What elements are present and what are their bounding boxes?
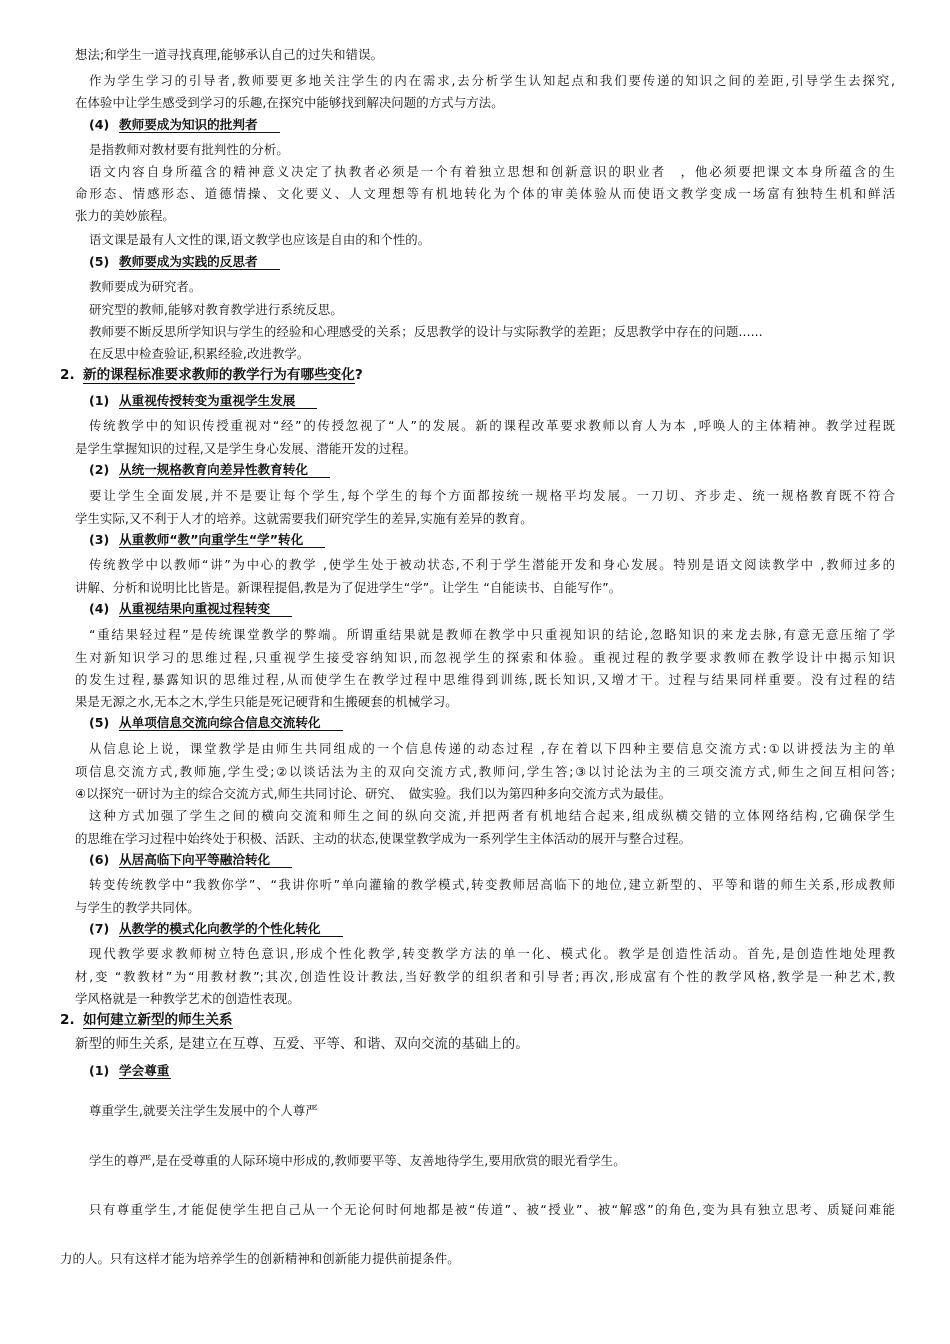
paragraph-line: 研究型的教师,能够对教育教学进行系统反思。: [89, 302, 343, 317]
paragraph-line: 传统教学中的知识传授重视对“经”的传授忽视了“人”的发展。新的课程改革要求教师以育人为本 ,呼唤人的主体精神。教学过程既: [89, 418, 895, 433]
paragraph-line: 力的人。只有这样才能为培养学生的创新精神和创新能力提供前提条件。: [60, 1251, 460, 1266]
subheading-number: (5): [89, 254, 110, 269]
paragraph-line: “重结果轻过程”是传统课堂教学的弊端。所谓重结果就是教师在教学中只重视知识的结论,忽略知识的来龙去脉,有意无意压缩了学: [89, 627, 895, 642]
paragraph-line: 在体验中让学生感受到学习的乐趣,在探究中能够找到解决问题的方式与方法。: [75, 95, 504, 110]
subheading-shift-6: [89, 851, 292, 868]
subheading-number: (4): [89, 601, 110, 616]
subheading-shift-2: [89, 461, 330, 478]
paragraph-line: ④以探究一研讨为主的综合交流方式,师生共同讨论、研究、 做实验。我们以为第四种多向交流方式为最佳。: [75, 786, 672, 801]
subheading-teacher-critic: [89, 116, 280, 133]
paragraph-line: 教师要成为研究者。: [89, 279, 202, 294]
subheading-title: 教师要成为实践的反思者: [119, 254, 280, 270]
paragraph-line: 要让学生全面发展,并不是要让每个学生,每个学生的每个方面都按统一规格平均发展。一刀切、齐步走、统一规格教育既不符合: [89, 488, 895, 503]
paragraph-line: 的发生过程,暴露知识的思维过程,从而使学生在教学过程中思维得到训练,既长知识,又增才干。过程与结果同样重要。没有过程的结: [75, 672, 895, 687]
paragraph-line: 这种方式加强了学生之间的横向交流和师生之间的纵向交流,并把两者有机地结合起来,组成纵横交错的立体网络结构,它确保学生: [89, 808, 895, 823]
paragraph-line: 命形态、情感形态、道德情操、文化要义、人文理想等有机地转化为个体的审美体验从而使语文教学变成一场富有独特生机和鲜活: [75, 186, 895, 201]
paragraph-line: 的思维在学习过程中始终处于积极、活跃、主动的状态,使课堂教学成为一系列学生主体活动的展开与整合过程。: [75, 831, 692, 846]
section-heading-teaching-behavior: [60, 366, 363, 384]
paragraph-line: 从信息论上说，课堂教学是由师生共同组成的一个信息传递的动态过程 ,存在着以下四种主要信息交流方式:①以讲授法为主的单: [89, 741, 895, 756]
paragraph-line: 学生实际,又不利于人才的培养。这就需要我们研究学生的差异,实施有差异的教育。: [75, 511, 533, 526]
paragraph-line: 张力的美妙旅程。: [75, 208, 175, 223]
subheading-title: 从居高临下向平等融洽转化: [119, 852, 292, 868]
paragraph-line: 新型的师生关系, 是建立在互尊、互爱、平等、和谐、双向交流的基础上的。: [75, 1037, 529, 1052]
paragraph-line: 作为学生学习的引导者,教师要更多地关注学生的内在需求,去分析学生认知起点和我们要传递的知识之间的差距,引导学生去探究,: [89, 73, 895, 88]
paragraph-line: 语文课是最有人文性的课,语文教学也应该是自由的和个性的。: [89, 232, 431, 247]
subheading-title: 从重视结果向重视过程转变: [119, 601, 292, 617]
section-heading-teacher-student-relationship: [60, 1011, 233, 1029]
section-number: 2.: [60, 1012, 75, 1028]
subheading-number: (7): [89, 921, 110, 936]
subheading-number: (1): [89, 393, 110, 408]
section-number: 2.: [60, 367, 75, 383]
paragraph-line: 转变传统教学中“我教你学”、“我讲你听”单向灌输的教学模式,转变教师居高临下的地位,建立新型的、平等和谐的师生关系,形成教师: [89, 877, 895, 892]
paragraph-line: 果是无源之水,无本之木,学生只能是死记硬背和生搬硬套的机械学习。: [75, 694, 458, 709]
subheading-number: (4): [89, 117, 110, 132]
paragraph-line: 是学生掌握知识的过程,又是学生身心发展、潜能开发的过程。: [75, 441, 417, 456]
paragraph-line: 材,变 “教教材”为“用教材教”;其次,创造性设计教法,当好教学的组织者和引导者;再次,形成富有个性的教学风格,教学是一种艺术,教: [75, 969, 895, 984]
subheading-title: 从教学的模式化向教学的个性化转化: [119, 921, 343, 937]
subheading-number: (6): [89, 852, 110, 867]
subheading-shift-1: [89, 392, 317, 409]
subheading-number: (2): [89, 462, 110, 477]
subheading-teacher-reflective-practitioner: [89, 253, 280, 270]
section-title: 新的课程标准要求教师的教学行为有哪些变化: [83, 367, 355, 383]
section-question-mark: ?: [354, 367, 363, 383]
paragraph-line: 讲解、分析和说明比比皆是。新课程提倡,教是为了促进学生“学”。让学生 “自能读书、自能写作”。: [75, 580, 622, 595]
paragraph-line: 语文内容自身所蕴含的精神意义决定了执教者必须是一个有着独立思想和创新意识的职业者 ，他必须要把课文本身所蕴含的生: [89, 164, 895, 179]
subheading-number: (3): [89, 532, 110, 547]
paragraph-line: 学生的尊严,是在受尊重的人际环境中形成的,教师要平等、友善地待学生,要用欣赏的眼光看学生。: [89, 1153, 626, 1168]
paragraph-line: 尊重学生,就要关注学生发展中的个人尊严: [89, 1103, 318, 1118]
paragraph-line: 学风格就是一种教学艺术的创造性表现。: [75, 991, 300, 1006]
subheading-shift-7: [89, 920, 343, 937]
subheading-title: 从重教师“教”向重学生“学”转化: [119, 532, 325, 548]
paragraph-line: 在反思中检查验证,积累经验,改进教学。: [89, 346, 310, 361]
paragraph-line: 教师要不断反思所学知识与学生的经验和心理感受的关系；反思教学的设计与实际教学的差距；反思教学中存在的问题......: [89, 324, 763, 339]
paragraph-line: 是指教师对教材要有批判性的分析。: [89, 142, 289, 157]
paragraph-line: 现代教学要求教师树立特色意识,形成个性化教学,转变教学方法的单一化、模式化。教学是创造性活动。首先,是创造性地处理教: [89, 946, 895, 961]
subheading-title: 从单项信息交流向综合信息交流转化: [119, 715, 343, 731]
subheading-number: (1): [89, 1063, 110, 1078]
subheading-learn-respect: [89, 1062, 171, 1079]
subheading-number: (5): [89, 715, 110, 730]
subheading-title: 从重视传授转变为重视学生发展: [119, 393, 317, 409]
section-title: 如何建立新型的师生关系: [83, 1012, 233, 1028]
subheading-shift-5: [89, 714, 343, 731]
paragraph-line: 只有尊重学生,才能促使学生把自己从一个无论何时何地都是被“传道”、被“授业”、被“解惑”的角色,变为具有独立思考、质疑问难能: [89, 1202, 895, 1217]
paragraph-line: 传统教学中以教师“讲”为中心的教学 ,使学生处于被动状态,不利于学生潜能开发和身心发展。特别是语文阅读教学中 ,教师过多的: [89, 557, 895, 572]
paragraph-line: 想法;和学生一道寻找真理,能够承认自己的过失和错误。: [75, 47, 384, 62]
subheading-title: 从统一规格教育向差异性教育转化: [119, 462, 330, 478]
paragraph-line: 生对新知识学习的思维过程,只重视学生接受容纳知识,而忽视学生的探索和体验。重视过程的教学要求教师在教学设计中揭示知识: [75, 650, 895, 665]
subheading-shift-4: [89, 600, 292, 617]
paragraph-line: 项信息交流方式,教师施,学生受;②以谈话法为主的双向交流方式,教师问,学生答;③以讨论法为主的三项交流方式,师生之间互相问答;: [75, 764, 895, 779]
subheading-title: 学会尊重: [119, 1063, 170, 1078]
paragraph-line: 与学生的教学共同体。: [75, 900, 200, 915]
subheading-title: 教师要成为知识的批判者: [119, 117, 280, 133]
subheading-shift-3: [89, 531, 325, 548]
